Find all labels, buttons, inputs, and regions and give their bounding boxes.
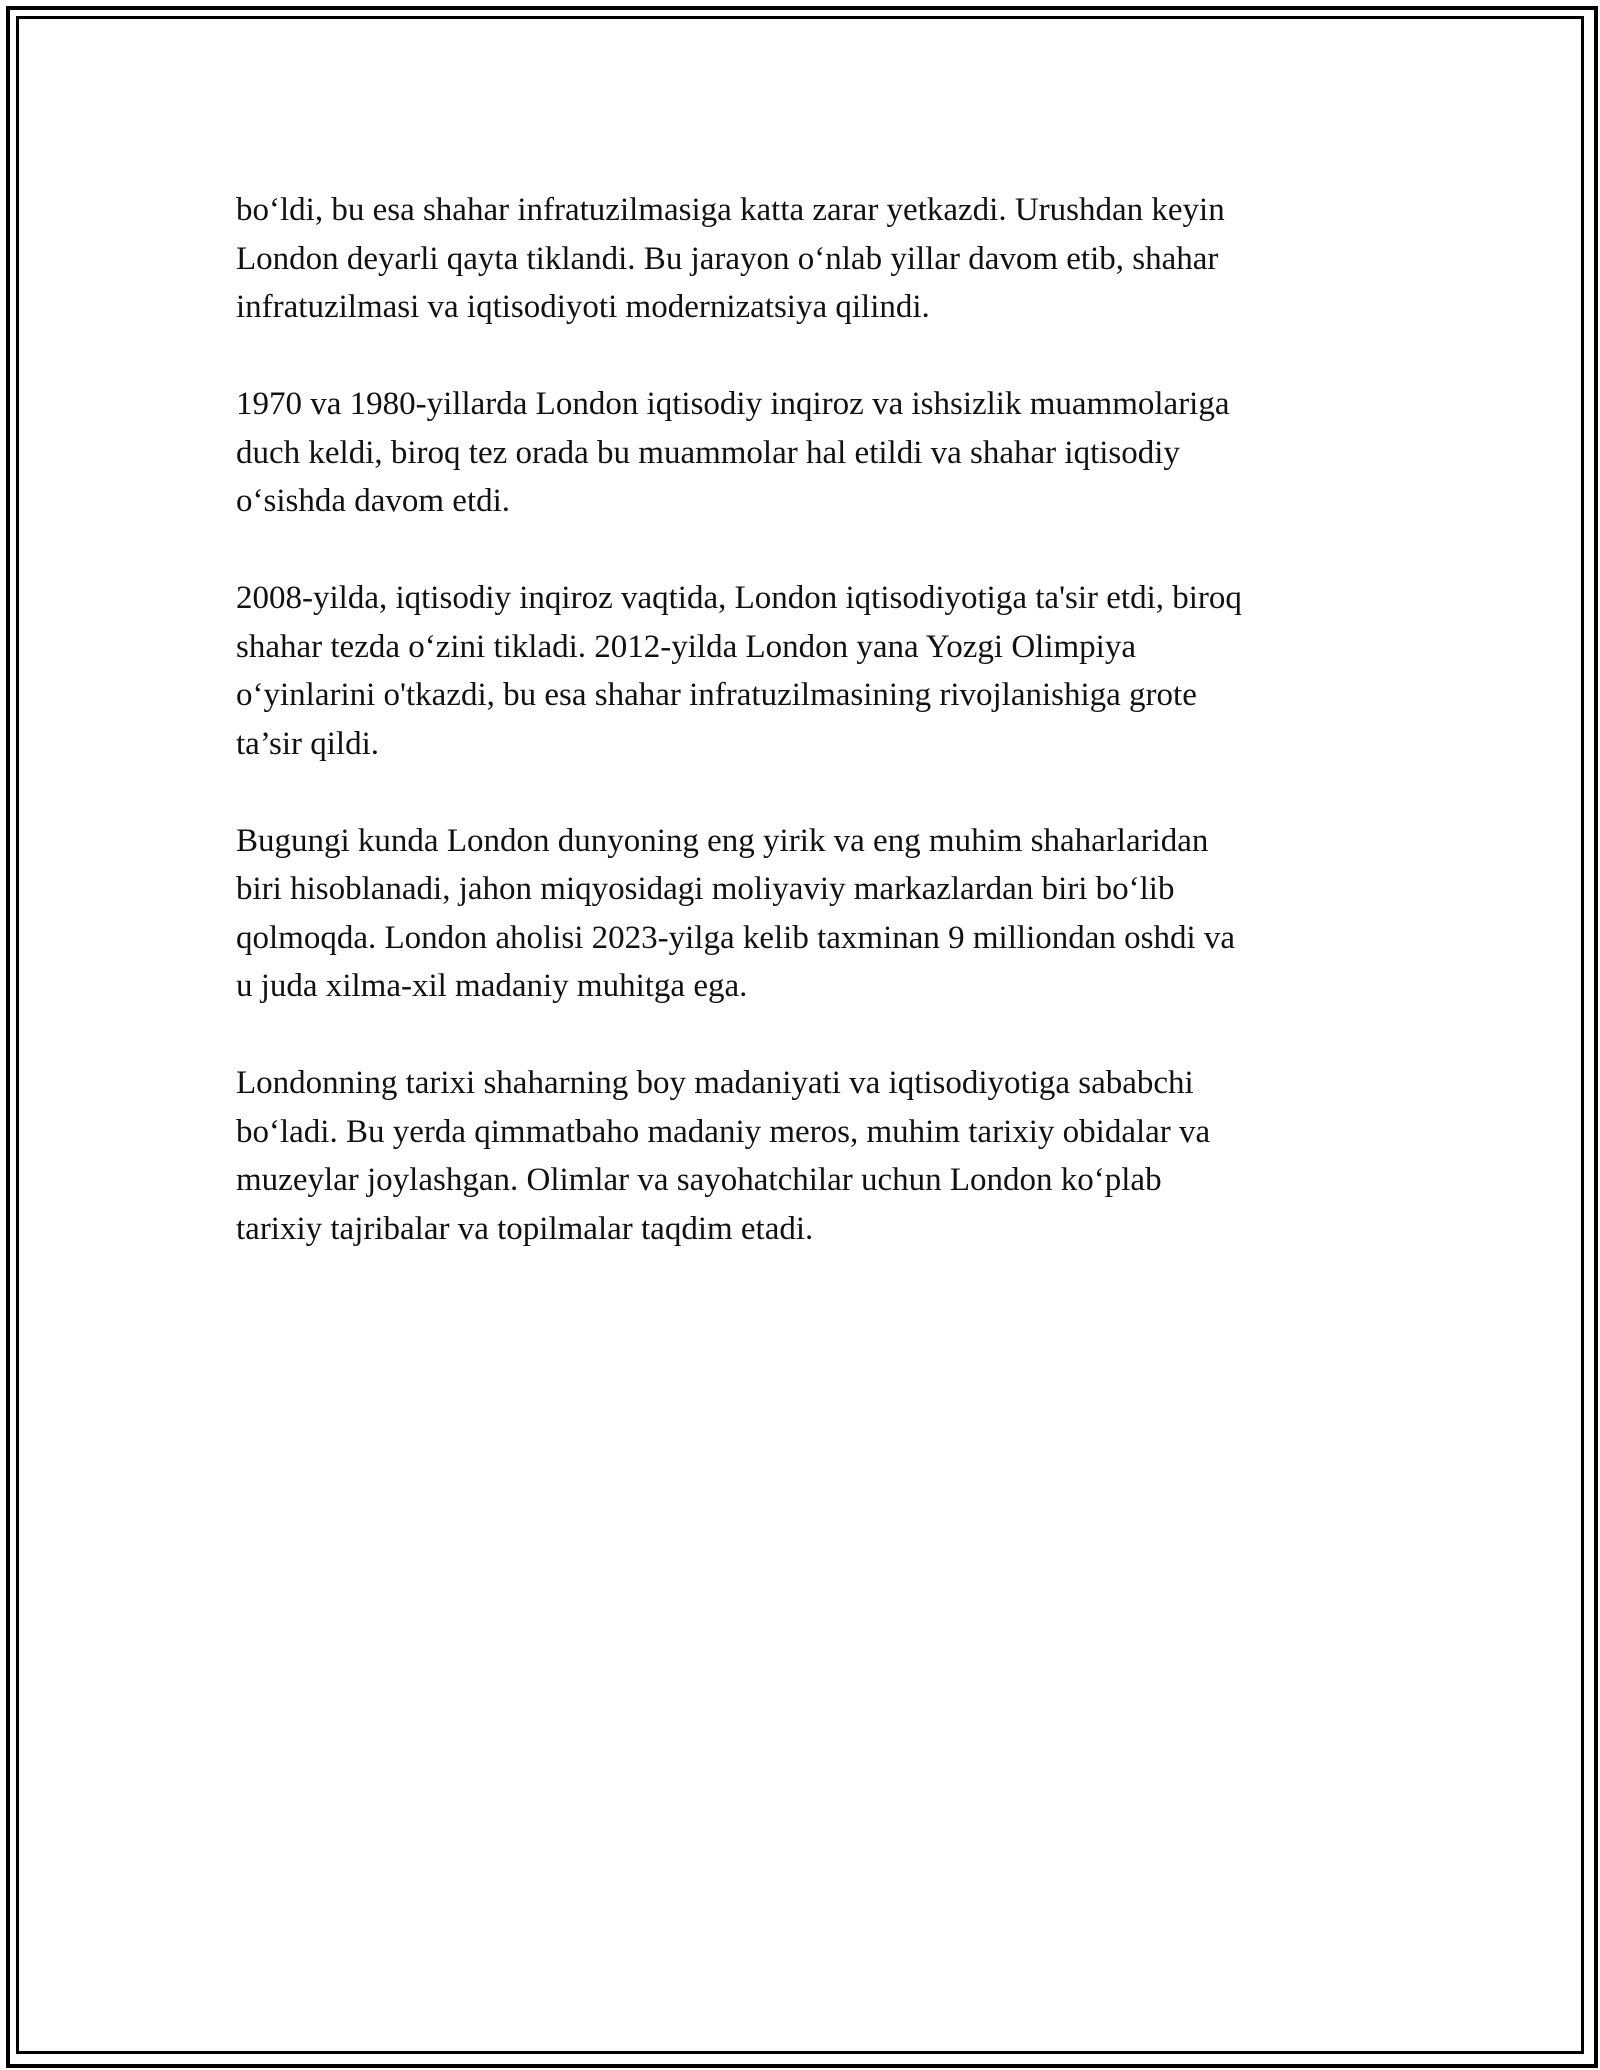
paragraph-4 (236, 817, 1376, 1011)
paragraph-5 (236, 1059, 1376, 1253)
text-line: tarixiy tajribalar va topilmalar taqdim etadi. (236, 1210, 814, 1247)
paragraph-1 (236, 186, 1376, 332)
text-line: Bugungi kunda London dunyoning eng yirik va eng muhim shaharlaridan (236, 822, 1209, 859)
text-line: u juda xilma-xil madaniy muhitga ega. (236, 968, 748, 1004)
text-line: duch keldi, biroq tez orada bu muammolar hal etildi va shahar iqtisodiy (236, 434, 1180, 471)
text-line: muzeylar joylashgan. Olimlar va sayohatchilar uchun London ko‘plab (236, 1162, 1162, 1198)
document-body (236, 186, 1376, 1302)
paragraph-3 (236, 574, 1376, 768)
text-line: bo‘ladi. Bu yerda qimmatbaho madaniy meros, muhim tarixiy obidalar va (236, 1113, 1211, 1150)
text-line: o‘sishda davom etdi. (236, 483, 511, 519)
paragraph-2 (236, 380, 1376, 526)
text-line: o‘yinlarini o'tkazdi, bu esa shahar infratuzilmasining rivojlanishiga grote (236, 677, 1197, 713)
text-line: London deyarli qayta tiklandi. Bu jarayon o‘nlab yillar davom etib, shahar (236, 240, 1219, 277)
text-line: shahar tezda o‘zini tikladi. 2012-yilda London yana Yozgi Olimpiya (236, 628, 1136, 665)
text-line: infratuzilmasi va iqtisodiyoti modernizatsiya qilindi. (236, 289, 930, 325)
text-line: Londonning tarixi shaharning boy madaniyati va iqtisodiyotiga sababchi (236, 1065, 1194, 1101)
text-line: 2008-yilda, iqtisodiy inqiroz vaqtida, London iqtisodiyotiga ta'sir etdi, biroq (236, 580, 1242, 616)
text-line: biri hisoblanadi, jahon miqyosidagi moliyaviy markazlardan biri bo‘lib (236, 871, 1175, 907)
text-line: 1970 va 1980-yillarda London iqtisodiy inqiroz va ishsizlik muammolariga (236, 386, 1230, 422)
text-line: bo‘ldi, bu esa shahar infratuzilmasiga katta zarar yetkazdi. Urushdan keyin (236, 192, 1225, 228)
text-line: ta’sir qildi. (236, 725, 379, 762)
text-line: qolmoqda. London aholisi 2023-yilga kelib taxminan 9 milliondan oshdi va (236, 919, 1236, 956)
